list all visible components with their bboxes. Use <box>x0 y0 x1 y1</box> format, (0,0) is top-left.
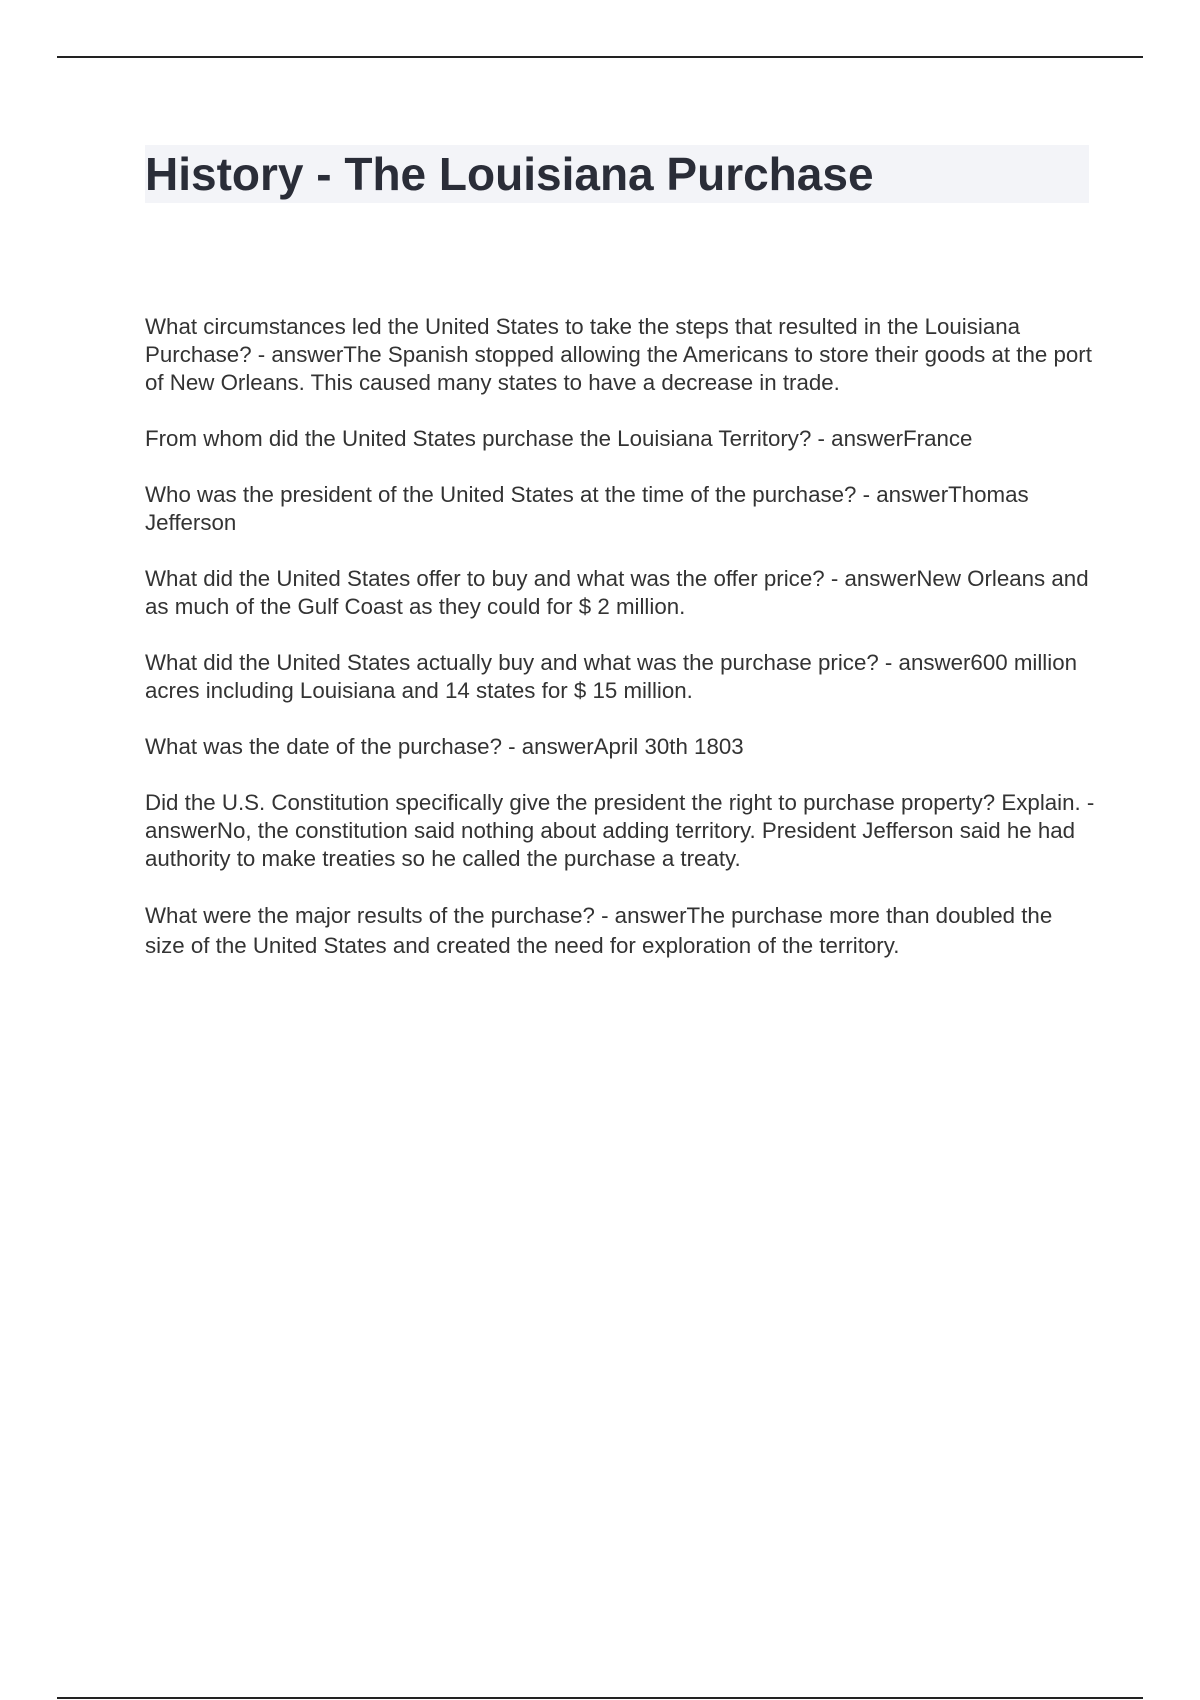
qa-item: What did the United States actually buy and what was the purchase price? - answer600 million acres including Louisiana and 14 states for $ 15 million. <box>145 650 1078 703</box>
qa-list <box>145 313 1095 989</box>
qa-item: Did the U.S. Constitution specifically give the president the right to purchase property? Explain. - answerNo, the constitution said nothing about adding territory. President Jefferson said he had authority to make treaties so he called the purchase a treaty. <box>145 790 1095 871</box>
qa-item: What circumstances led the United States to take the steps that resulted in the Louisiana Purchase? - answerThe Spanish stopped allowing the Americans to store their goods at the port of New Orleans. This caused many states to have a decrease in trade. <box>145 314 1092 395</box>
qa-item: From whom did the United States purchase the Louisiana Territory? - answerFrance <box>145 426 973 451</box>
qa-item: Who was the president of the United States at the time of the purchase? - answerThomas Jefferson <box>145 482 1029 535</box>
qa-item: What were the major results of the purchase? - answerThe purchase more than doubled the size of the United States and created the need for exploration of the territory. <box>145 903 1053 958</box>
qa-item: What did the United States offer to buy and what was the offer price? - answerNew Orleans and as much of the Gulf Coast as they could for $ 2 million. <box>145 566 1089 619</box>
top-rule <box>57 56 1143 58</box>
qa-item: What was the date of the purchase? - answerApril 30th 1803 <box>145 734 744 759</box>
bottom-rule <box>57 1697 1143 1699</box>
page-title: History - The Louisiana Purchase <box>145 148 874 200</box>
